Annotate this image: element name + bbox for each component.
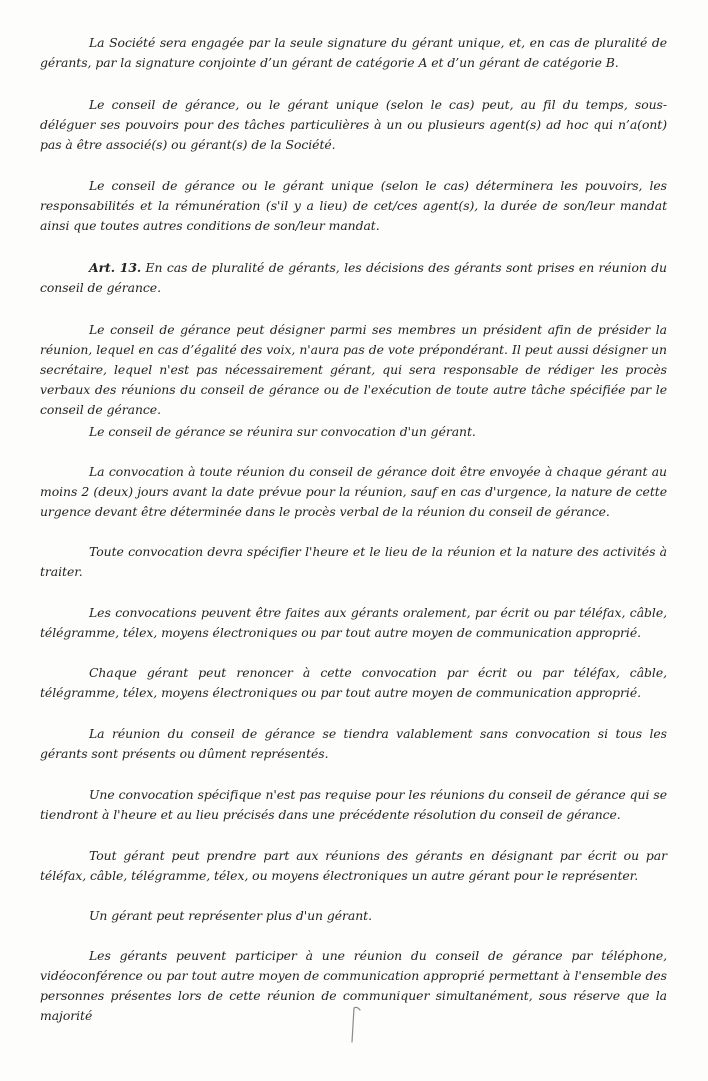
article-number: Art. 13.	[89, 260, 142, 275]
paragraph-prior-resolution: Une convocation spécifique n'est pas requise pour les réunions du conseil de gérance qui se tiendront à l'heure et au lieu précisés dans une précédente résolution du conseil de gérance.	[40, 787, 667, 822]
paragraph-agent-powers: Le conseil de gérance ou le gérant unique (selon le cas) déterminera les pouvoirs, les responsabilités et la rémunération (s'il y a lieu) de cet/ces agent(s), la durée de son/leur mandat ainsi que toutes autres conditions de son/leur mandat.	[40, 178, 667, 233]
paragraph-subdelegation: Le conseil de gérance, ou le gérant unique (selon le cas) peut, au fil du temps, sous-déléguer ses pouvoirs pour des tâches particulières à un ou plusieurs agent(s) ad hoc qui n’a(ont) pas à être associé(s) ou gérant(s) de la Société.	[40, 97, 667, 152]
paragraph-convocation-by-manager: Le conseil de gérance se réunira sur convocation d'un gérant.	[89, 424, 476, 439]
paragraph-article-13	[40, 258, 667, 298]
handwritten-initial-mark	[348, 1004, 362, 1044]
paragraph-convocation-content: Toute convocation devra spécifier l'heure et le lieu de la réunion et la nature des activités à traiter.	[40, 544, 667, 579]
paragraph-proxy: Tout gérant peut prendre part aux réunions des gérants en désignant par écrit ou par téléfax, câble, télégramme, télex, ou moyens électroniques un autre gérant pour le représenter.	[40, 848, 667, 883]
paragraph-signature: La Société sera engagée par la seule signature du gérant unique, et, en cas de pluralité de gérants, par la signature conjointe d’un gérant de catégorie A et d’un gérant de catégorie B.	[40, 35, 667, 70]
paragraph-convocation-delay: La convocation à toute réunion du conseil de gérance doit être envoyée à chaque gérant au moins 2 (deux) jours avant la date prévue pour la réunion, sauf en cas d'urgence, la nature de cette urgence devant être déterminée dans le procès verbal de la réunion du conseil de gérance.	[40, 464, 667, 519]
paragraph-waiver: Chaque gérant peut renoncer à cette convocation par écrit ou par téléfax, câble, télégramme, télex, moyens électroniques ou par tout autre moyen de communication approprié.	[40, 665, 667, 700]
paragraph-multiple-proxies: Un gérant peut représenter plus d'un gérant.	[89, 908, 372, 923]
paragraph-remote-participation: Les gérants peuvent participer à une réunion du conseil de gérance par téléphone, vidéoconférence ou par tout autre moyen de communication approprié permettant à l'ensemble des personnes présentes lors de cette réunion de communiquer simultanément, sous réserve que la majorité	[40, 948, 667, 1023]
paragraph-without-convocation: La réunion du conseil de gérance se tiendra valablement sans convocation si tous les gérants sont présents ou dûment représentés.	[40, 726, 667, 761]
article-13-text: En cas de pluralité de gérants, les décisions des gérants sont prises en réunion du conseil de gérance.	[40, 260, 667, 295]
paragraph-convocation-means: Les convocations peuvent être faites aux gérants oralement, par écrit ou par téléfax, câble, télégramme, télex, moyens électroniques ou par tout autre moyen de communication approprié.	[40, 605, 667, 640]
paragraph-president-secretary: Le conseil de gérance peut désigner parmi ses membres un président afin de présider la réunion, lequel en cas d’égalité des voix, n'aura pas de vote prépondérant. Il peut aussi désigner un secrétaire, lequel n'est pas nécessairement gérant, qui sera responsable de rédiger les procès verbaux des réunions du conseil de gérance ou de l'exécution de toute autre tâche spécifiée par le conseil de gérance.	[40, 322, 667, 417]
